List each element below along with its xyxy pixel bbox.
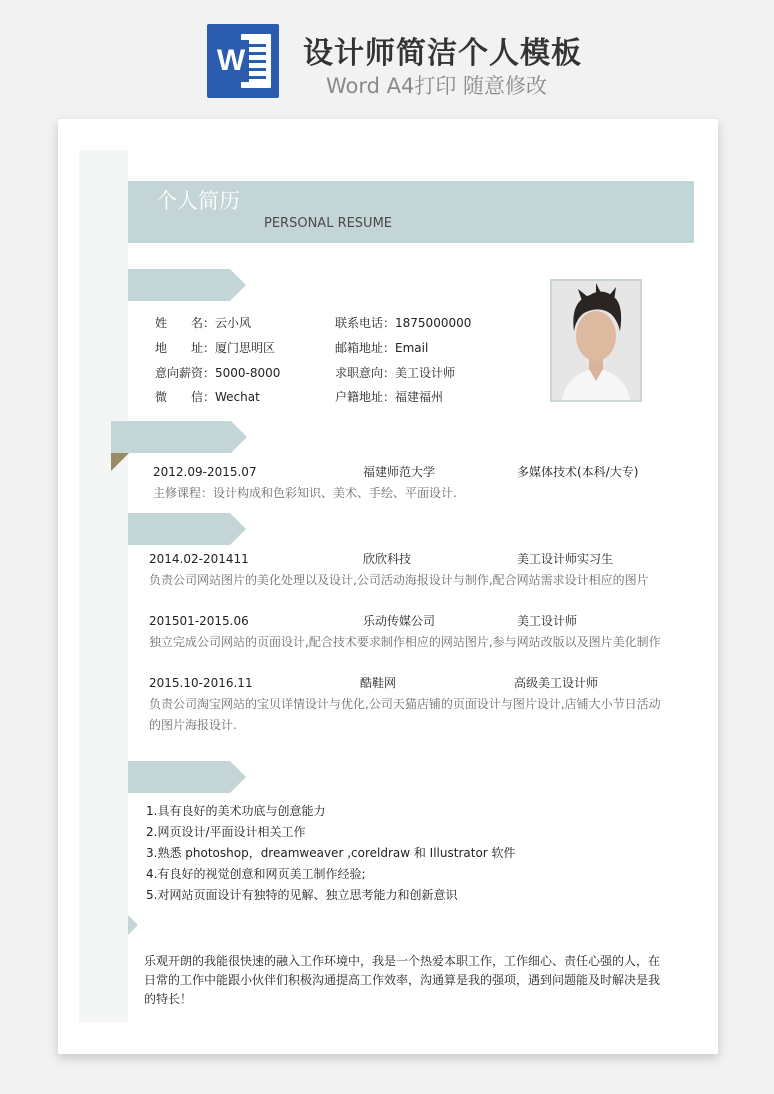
info-address: 地 址：厦门思明区	[155, 341, 276, 355]
work-3-period: 2015.10-2016.11	[149, 676, 253, 690]
info-salary: 意向薪资：5000-8000	[155, 366, 281, 380]
work-3-role: 高级美工设计师	[514, 676, 599, 690]
skill-item: 1.具有良好的美术功底与创意能力	[146, 804, 326, 818]
work-3-company: 酷鞋网	[360, 676, 397, 690]
section-arrow-work	[128, 513, 246, 545]
info-hometown: 户籍地址：福建福州	[335, 390, 444, 404]
skill-item: 3.熟悉 photoshop，dreamweaver ,coreldraw 和 Illustrator 软件	[146, 846, 516, 860]
banner-subtitle: Word A4打印 随意修改	[326, 74, 548, 98]
education-major: 多媒体技术(本科/大专)	[517, 465, 639, 479]
work-1-desc: 负责公司网站图片的美化处理以及设计,公司活动海报设计与制作,配合网站需求设计相应的图片	[149, 573, 649, 587]
banner-title: 设计师简洁个人模板	[303, 36, 582, 71]
work-2-role: 美工设计师	[517, 614, 578, 628]
section-arrow-skills	[128, 761, 246, 793]
resume-title-cn: 个人简历	[156, 189, 240, 213]
left-strip	[79, 150, 128, 1022]
self-evaluation-line: 的特长！	[144, 992, 193, 1006]
section-arrow-evaluation	[128, 909, 138, 941]
word-logo-letter: W	[213, 40, 249, 82]
info-job-intent: 求职意向：美工设计师	[335, 366, 456, 380]
profile-photo	[550, 279, 642, 402]
section-arrow-basic-info	[128, 269, 246, 301]
info-name: 姓 名：云小风	[155, 316, 252, 330]
self-evaluation-line: 日常的工作中能跟小伙伴们积极沟通提高工作效率，沟通算是我的强项，遇到问题能及时解决是我	[144, 973, 661, 987]
skill-item: 4.有良好的视觉创意和网页美工制作经验;	[146, 867, 366, 881]
work-2-desc: 独立完成公司网站的页面设计,配合技术要求制作相应的网站图片,参与网站改版以及图片美化制作	[149, 635, 661, 649]
education-school: 福建师范大学	[363, 465, 436, 479]
work-3-desc: 负责公司淘宝网站的宝贝详情设计与优化,公司天猫店铺的页面设计与图片设计,店铺大小节日活动	[149, 697, 661, 711]
work-2-company: 乐动传媒公司	[363, 614, 436, 628]
education-courses: 主修课程：设计构成和色彩知识、美术、手绘、平面设计.	[153, 486, 457, 500]
info-phone: 联系电话：1875000000	[335, 316, 472, 330]
work-1-period: 2014.02-201411	[149, 552, 249, 566]
section-arrow-education	[111, 421, 247, 453]
skill-item: 5.对网站页面设计有独特的见解、独立思考能力和创新意识	[146, 888, 458, 902]
education-period: 2012.09-2015.07	[153, 465, 257, 479]
accent-triangle	[111, 453, 129, 471]
resume-title-en: PERSONAL RESUME	[264, 216, 393, 231]
word-document-icon	[207, 24, 279, 98]
title-bar	[128, 181, 694, 243]
work-3-desc-cont: 的图片海报设计.	[149, 718, 237, 732]
work-1-company: 欣欣科技	[363, 552, 412, 566]
work-2-period: 201501-2015.06	[149, 614, 249, 628]
info-email: 邮箱地址：Email	[335, 341, 429, 355]
skill-item: 2.网页设计/平面设计相关工作	[146, 825, 306, 839]
resume-page	[58, 119, 718, 1054]
work-1-role: 美工设计师实习生	[517, 552, 614, 566]
self-evaluation-line: 乐观开朗的我能很快速的融入工作环境中，我是一个热爱本职工作，工作细心、责任心强的人，在	[144, 954, 661, 968]
info-wechat: 微 信：Wechat	[155, 390, 260, 404]
